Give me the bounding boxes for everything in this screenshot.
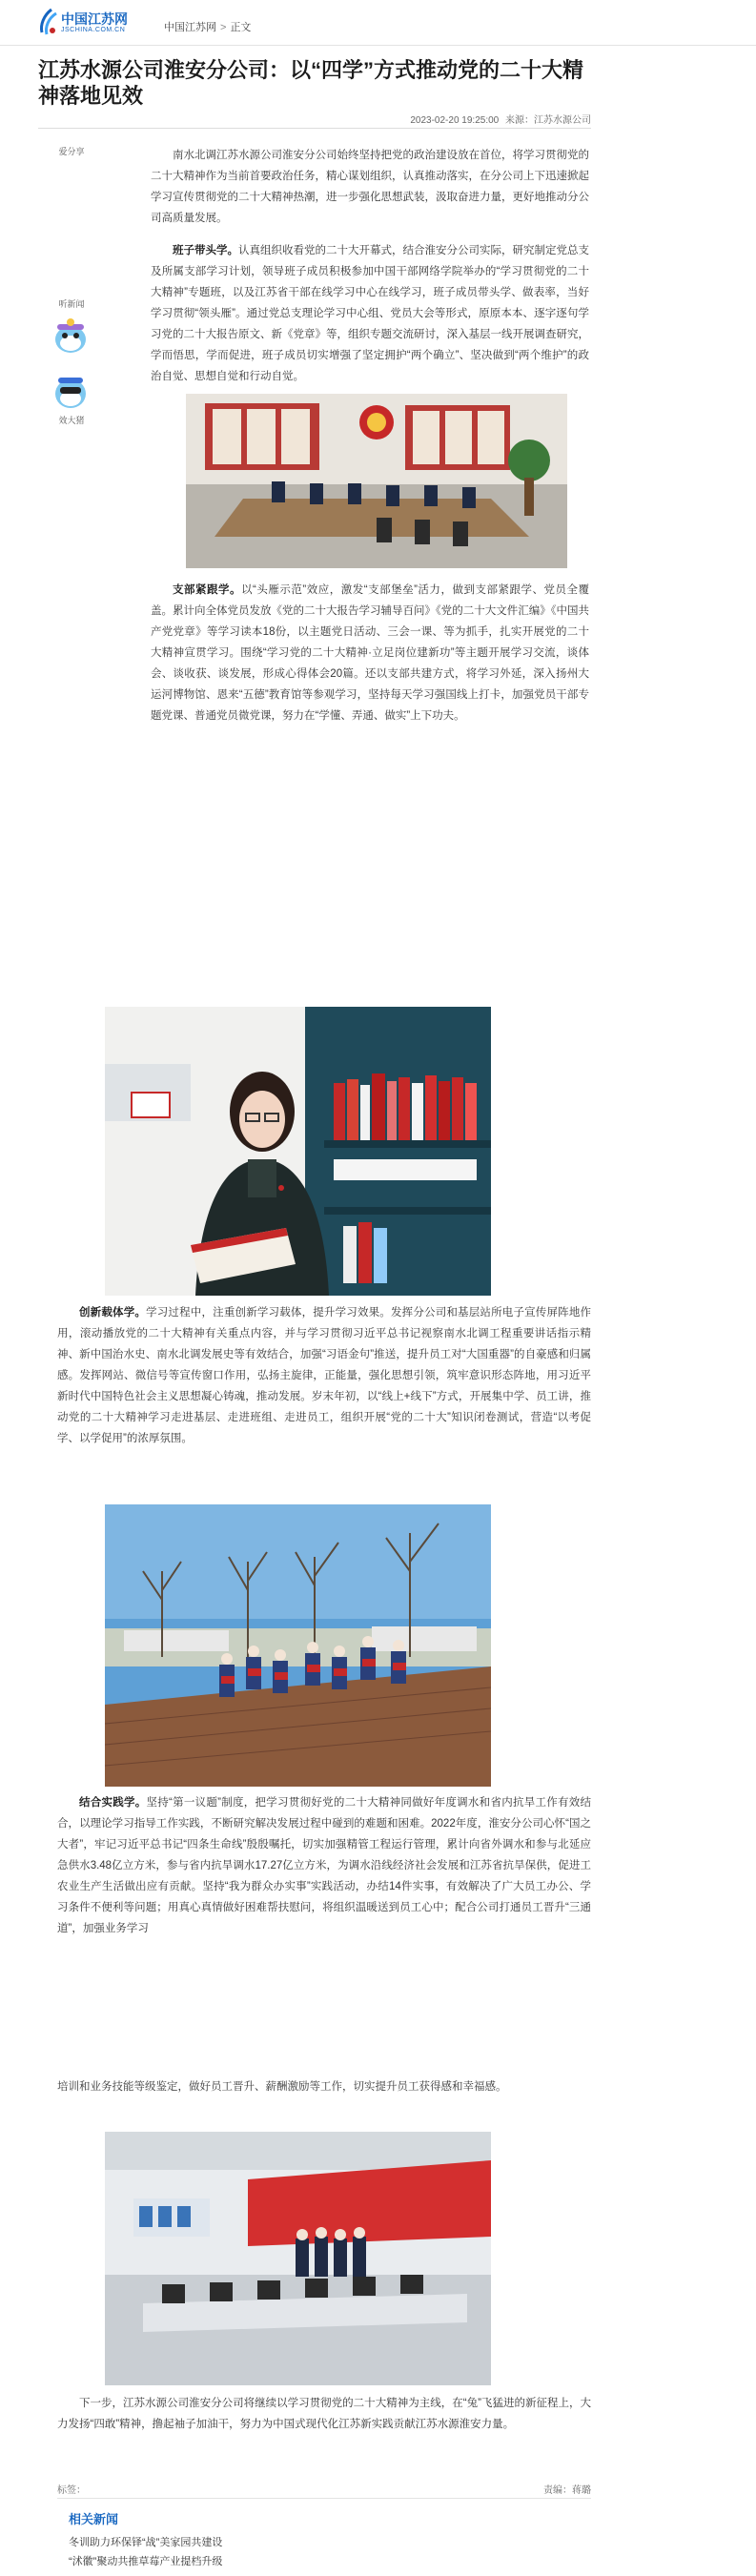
article-date: 2023-02-20 19:25:00 (410, 115, 500, 126)
logo-subtext: JSCHINA.COM.CN (61, 27, 126, 33)
article-paragraph: 结合实践学。坚持“第一议题”制度，把学习贯彻好党的二十大精神同做好年度调水和省内抗旱工作有效结合，以理论学习指导工作实践，不断研究解决发展过程中碰到的难题和困难。2022年度，淮安分公司心怀“国之大者”，牢记习近平总书记“四条生命线”殷殷嘱托，切实加强精管工程运行管理，累计向省外调水和参与北延应急供水3.48亿立方米，参与省内抗旱调水17.27亿立方米，为调水沿线经济社会发展和江苏省抗旱保供，促进工农业生产生活做出应有贡献。坚持“我为群众办实事”实践活动，办结14件实事，有效解决了广大员工办公、学习条件不便利等问题；用真心真情做好困难帮扶慰问，将组织温暖送到员工心中；配合公司打通员工晋升“三通道”，加强业务学习 (57, 1797, 592, 1934)
article-paragraph: 南水北调江苏水源公司淮安分公司始终坚持把党的政治建设放在首位，将学习贯彻党的二十大精神作为当前首要政治任务，精心谋划组织，认真推动落实，在分公司上下迅速掀起学习宣传贯彻党的二十大精神热潮，进一步强化思想武装，汲取奋进力量，更好地推动分公司高质量发展。 (151, 150, 589, 224)
logo-text: 中国江苏网 (61, 11, 128, 27)
article-body (151, 580, 589, 726)
editor-info (543, 2482, 591, 2496)
paragraph-lead: 支部紧跟学。 (173, 584, 242, 596)
tags-label: 标签： (57, 2485, 86, 2496)
breadcrumb-current: 正文 (230, 22, 252, 33)
article-body (57, 2076, 591, 2097)
paragraph-lead: 创新载体学。 (79, 1307, 147, 1319)
assistant-label: 效大猪 (58, 416, 85, 425)
related-news-title: 相关新闻 (69, 2512, 119, 2526)
article-meta (406, 112, 591, 126)
listen-tool[interactable] (38, 297, 105, 310)
breadcrumb-separator: > (220, 22, 227, 33)
related-news (69, 2509, 450, 2571)
article-paragraph: 培训和业务技能等级鉴定，做好员工晋升、薪酬激励等工作，切实提升员工获得感和幸福感。 (57, 2081, 507, 2093)
assistant-mascot-icon[interactable] (50, 370, 92, 412)
article-paragraph: 下一步，江苏水源公司淮安分公司将继续以学习贯彻党的二十大精神为主线，在“兔”飞猛进的新征程上，大力发扬“四敢”精神，撸起袖子加油干，努力为中国式现代化江苏新实践贡献江苏水源淮安力量。 (57, 2398, 591, 2430)
site-logo[interactable] (38, 8, 128, 38)
divider (57, 2498, 591, 2499)
divider (38, 128, 591, 129)
listen-mascot-icon[interactable] (50, 315, 92, 357)
control-room-photo (105, 2132, 491, 2385)
source-label: 来源： (505, 115, 534, 126)
reading-photo (105, 1007, 491, 1296)
related-news-item[interactable]: 冬训助力环保铎“战”美家园共建设 (69, 2537, 223, 2548)
article-source: 江苏水源公司 (534, 115, 591, 126)
article-paragraph: 创新载体学。学习过程中，注重创新学习载体，提升学习效果。发挥分公司和基层站所电子宣传屏阵地作用，滚动播放党的二十大精神有关重点内容，并与学习贯彻习近平总书记视察南水北调工程重要讲话指示精神、新中国治水史、南水北调发展史等有效结合，加强“习语金句”推送，提升员工对“大国重器”的自豪感和归属感。发挥网站、微信号等宣传窗口作用，弘扬主旋律，正能量，强化思想引领，筑牢意识形态阵地，用习近平新时代中国特色社会主义思想凝心铸魂，推动发展。岁末年初，以“线上+线下”方式，开展集中学、员工讲，推动党的二十大精神学习走进基层、走进班组、走进员工，组织开展“党的二十大”知识闭卷测试，营造“以考促学、以学促用”的浓厚氛围。 (57, 1307, 592, 1444)
share-label: 爱分享 (58, 147, 85, 156)
logo-mark-icon (38, 8, 59, 36)
site-header (0, 0, 756, 46)
paragraph-lead: 班子带头学。 (173, 245, 238, 256)
outdoor-reading-photo (105, 1504, 491, 1787)
article-body (57, 2393, 591, 2435)
article-body (151, 145, 589, 387)
share-tool[interactable] (38, 145, 105, 157)
editor-label: 责编： (543, 2485, 572, 2496)
breadcrumb (164, 19, 251, 34)
article-body (57, 1302, 591, 1449)
listen-label: 听新闻 (58, 299, 85, 309)
editor-name: 蒋璐 (572, 2485, 591, 2496)
meeting-room-photo (186, 394, 567, 568)
article-body (57, 1792, 591, 1939)
article-paragraph: 班子带头学。认真组织收看党的二十大开幕式，结合淮安分公司实际，研究制定党总支及所属支部学习计划，领导班子成员积极参加中国干部网络学院举办的“学习贯彻党的二十大精神”专题班，以及江苏省干部在线学习中心在线学习，班子成员带头学、做表率，当好学习贯彻“领头雁”。通过党总支理论学习中心组、党员大会等形式，原原本本、逐字逐句学习党的二十大报告原文、新《党章》等，组织专题交流研讨，深入基层一线开展调查研究，学而悟思，学而促进，班子成员切实增强了坚定拥护“两个确立”、坚决做到“两个维护”的政治自觉、思想自觉和行动自觉。 (151, 245, 589, 382)
paragraph-lead: 结合实践学。 (79, 1797, 147, 1809)
breadcrumb-home-link[interactable]: 中国江苏网 (164, 22, 216, 33)
article-title: 江苏水源公司淮安分公司：以“四学”方式推动党的二十大精神落地见效 (38, 58, 584, 108)
assistant-tool[interactable] (38, 414, 105, 426)
article-paragraph: 支部紧跟学。以“头雁示范”效应，激发“支部堡垒”活力，做到支部紧跟学、党员全覆盖。累计向全体党员发放《党的二十大报告学习辅导百问》《党的二十大文件汇编》《中国共产党党章》等学习读本18份，以主题党日活动、三会一课、等为抓手，扎实开展党的二十大精神宣贯学习。围绕“学习党的二十大精神·立足岗位建新功”等主题开展学习交流，谈体会、谈收获、谈发展，形成心得体会20篇。还以支部共建方式，将学习外延，深入扬州大运河博物馆、恩来“五德”教育馆等参观学习，坚持每天学习强国线上打卡，加强党员干部专题党课、普通党员微党课，努力在“学懂、弄通、做实”上下功夫。 (151, 584, 589, 722)
related-news-item[interactable]: “沭徽”聚动共推草莓产业提档升级 (69, 2556, 223, 2567)
